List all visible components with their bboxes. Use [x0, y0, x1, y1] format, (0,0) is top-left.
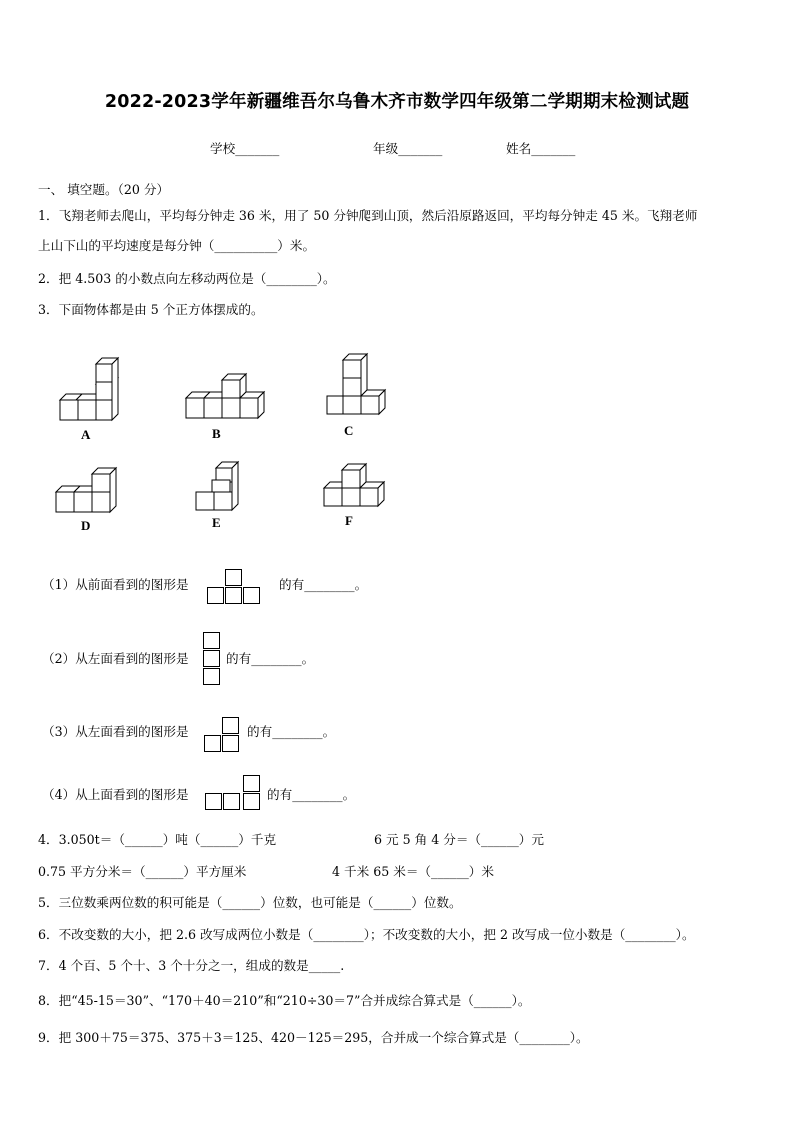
figure-label-a: A — [81, 427, 91, 442]
front-view-grid-1 — [207, 569, 263, 606]
figure-label-f: F — [345, 513, 353, 528]
question-5: 5．三位数乘两位数的积可能是（______）位数，也可能是（______）位数。 — [38, 895, 462, 910]
figure-label-e: E — [212, 515, 221, 530]
cube-figure-d — [54, 468, 124, 514]
question-1-line-2: 上山下山的平均速度是每分钟（__________）米。 — [38, 238, 316, 253]
question-2: 2．把 4.503 的小数点向左移动两位是（________）。 — [38, 271, 336, 286]
question-4-part-a: 4．3.050t＝（______）吨（______）千克 — [38, 832, 277, 847]
page-title: 2022-2023学年新疆维吾尔乌鲁木齐市数学四年级第二学期期末检测试题 — [104, 92, 690, 112]
question-3: 3．下面物体都是由 5 个正方体摆成的。 — [38, 302, 264, 317]
sub-question-3-suffix: 的有________。 — [247, 724, 336, 739]
cube-figure-a — [58, 360, 128, 422]
sub-question-4-prefix: （4）从上面看到的图形是 — [42, 787, 189, 802]
question-6: 6．不改变数的大小，把 2.6 改写成两位小数是（________）；不改变数的大小，把 2 改写成一位小数是（________）。 — [38, 927, 695, 942]
cube-figure-c — [325, 356, 385, 416]
sub-question-2-suffix: 的有________。 — [226, 651, 315, 666]
sub-question-2-prefix: （2）从左面看到的图形是 — [42, 651, 189, 666]
school-field: 学校_______ — [210, 141, 280, 156]
figure-label-b: B — [212, 426, 221, 441]
question-4-part-c: 0.75 平方分米＝（______）平方厘米 — [38, 864, 247, 879]
section-heading: 一、 填空题。（20 分） — [38, 182, 170, 197]
question-4-part-b: 6 元 5 角 4 分＝（______）元 — [374, 832, 544, 847]
top-view-grid-4 — [205, 775, 261, 812]
figure-label-d: D — [81, 518, 91, 533]
left-view-grid-2 — [203, 632, 221, 687]
grade-field: 年级_______ — [373, 141, 443, 156]
left-view-grid-3 — [204, 717, 241, 754]
figure-label-c: C — [344, 423, 354, 438]
sub-question-1-suffix: 的有________。 — [279, 577, 368, 592]
question-4-part-d: 4 千米 65 米＝（______）米 — [332, 864, 494, 879]
name-field: 姓名_______ — [506, 141, 576, 156]
sub-question-3-prefix: （3）从左面看到的图形是 — [42, 724, 189, 739]
question-1-line-1: 1．飞翔老师去爬山，平均每分钟走 36 米，用了 50 分钟爬到山顶，然后沿原路返回，平均每分钟走 45 米。飞翔老师 — [38, 208, 698, 223]
question-8: 8．把“45-15＝30”、“170＋40＝210”和“210÷30＝7”合并成综合算式是（______）。 — [38, 993, 531, 1008]
cube-figure-b — [184, 376, 266, 420]
sub-question-4-suffix: 的有________。 — [267, 787, 356, 802]
cube-figure-f — [322, 464, 390, 510]
sub-question-1-prefix: （1）从前面看到的图形是 — [42, 577, 189, 592]
question-7: 7．4 个百、5 个十、3 个十分之一，组成的数是_____. — [38, 958, 345, 973]
question-9: 9．把 300＋75＝375、375＋3＝125、420－125＝295，合并成一个综合算式是（________）。 — [38, 1030, 589, 1045]
cube-figure-e — [194, 462, 244, 512]
